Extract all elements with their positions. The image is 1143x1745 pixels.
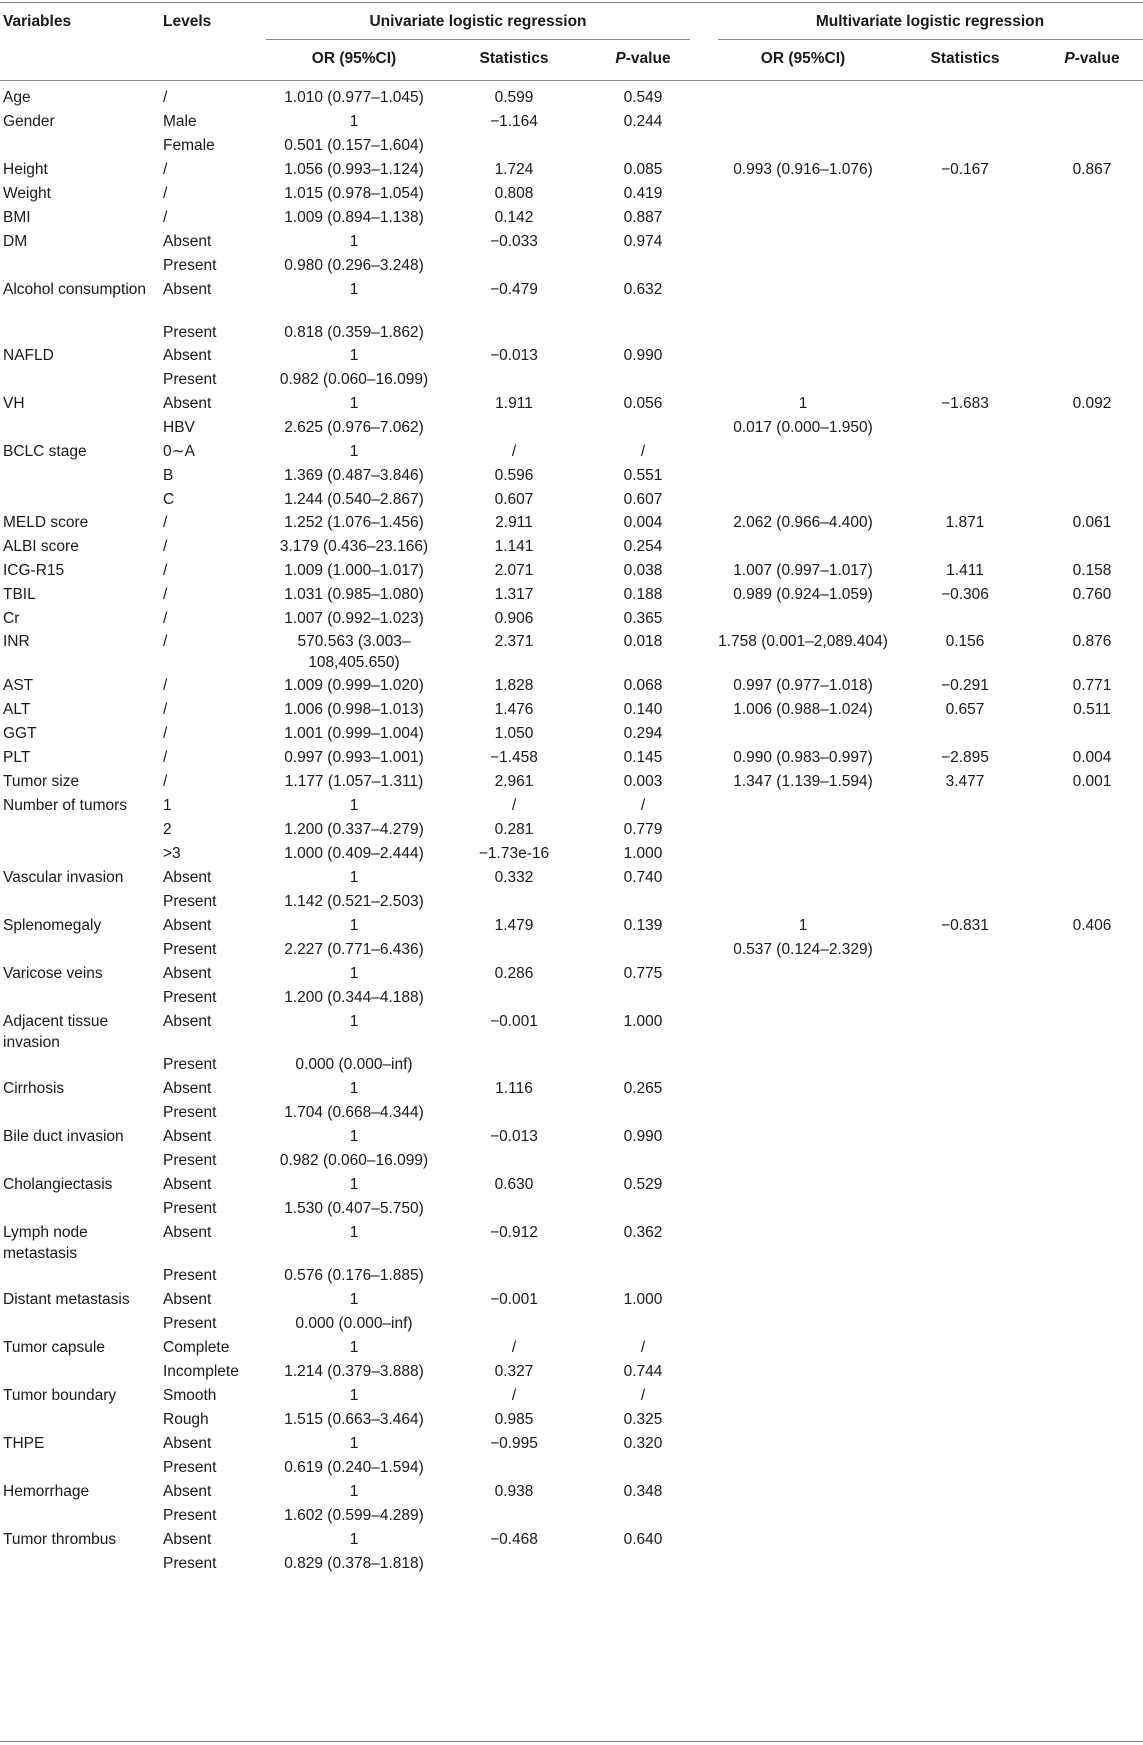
cell-var: Tumor boundary xyxy=(3,1387,117,1404)
cell-lvl: / xyxy=(163,161,168,178)
cell-ust: 2.911 xyxy=(495,514,533,531)
cell-uor: 1.200 (0.344–4.188) xyxy=(284,989,424,1006)
header-multi-or: OR (95%CI) xyxy=(760,50,846,67)
cell-ust: / xyxy=(511,443,517,460)
cell-var: Cholangiectasis xyxy=(3,1176,113,1193)
cell-lvl: / xyxy=(163,586,168,603)
cell-mor: 1.007 (0.997–1.017) xyxy=(733,562,873,579)
p-suffix: -value xyxy=(1074,50,1120,67)
cell-ust: 1.141 xyxy=(494,538,534,555)
cell-var: ICG-R15 xyxy=(3,562,65,579)
p-suffix: -value xyxy=(625,50,671,67)
cell-var: Lymph node metastasis xyxy=(3,1224,88,1262)
cell-mor: 0.990 (0.983–0.997) xyxy=(733,749,873,766)
cell-ust: 0.599 xyxy=(494,89,534,106)
cell-lvl: Present xyxy=(163,1315,217,1332)
cell-ust: −1.458 xyxy=(490,749,538,766)
cell-up: / xyxy=(640,443,646,460)
cell-up: 0.265 xyxy=(623,1080,663,1097)
cell-lvl: / xyxy=(163,185,168,202)
cell-up: 1.000 xyxy=(623,1013,663,1030)
cell-up: 0.294 xyxy=(623,725,663,742)
cell-mst: 1.411 xyxy=(946,562,984,579)
cell-uor: 1 xyxy=(349,1339,359,1356)
cell-lvl: / xyxy=(163,701,168,718)
cell-lvl: Absent xyxy=(163,965,212,982)
cell-up: 0.348 xyxy=(623,1483,663,1500)
cell-ust: 0.985 xyxy=(494,1411,534,1428)
cell-ust: 2.071 xyxy=(494,562,534,579)
cell-lvl: Present xyxy=(163,1200,217,1217)
cell-ust: −0.033 xyxy=(490,233,538,250)
cell-up: 0.419 xyxy=(623,185,663,202)
cell-ust: 1.724 xyxy=(494,161,534,178)
cell-var: MELD score xyxy=(3,514,89,531)
cell-ust: −0.013 xyxy=(490,1128,538,1145)
cell-lvl: / xyxy=(163,538,168,555)
cell-mor: 2.062 (0.966–4.400) xyxy=(733,514,873,531)
cell-uor: 0.576 (0.176–1.885) xyxy=(284,1267,424,1284)
cell-lvl: Female xyxy=(163,137,215,154)
cell-uor: 1.009 (0.894–1.138) xyxy=(284,209,424,226)
cell-uor: 0.982 (0.060–16.099) xyxy=(279,1152,429,1169)
cell-var: BMI xyxy=(3,209,31,226)
cell-up: 0.990 xyxy=(623,347,663,364)
cell-mp: 0.876 xyxy=(1072,633,1112,650)
cell-mor: 0.993 (0.916–1.076) xyxy=(733,161,873,178)
cell-up: 0.038 xyxy=(623,562,663,579)
cell-mor: 0.989 (0.924–1.059) xyxy=(733,586,873,603)
cell-up: 0.549 xyxy=(623,89,663,106)
cell-lvl: Absent xyxy=(163,347,212,364)
cell-uor: 0.997 (0.993–1.001) xyxy=(284,749,424,766)
cell-mor: 1.347 (1.139–1.594) xyxy=(733,773,873,790)
cell-var: Tumor size xyxy=(3,773,80,790)
cell-up: 0.365 xyxy=(623,610,663,627)
cell-lvl: Absent xyxy=(163,869,212,886)
cell-uor: 0.829 (0.378–1.818) xyxy=(284,1555,424,1572)
cell-uor: 1 xyxy=(349,1224,359,1241)
cell-mst: −1.683 xyxy=(941,395,989,412)
cell-up: 0.320 xyxy=(623,1435,663,1452)
cell-lvl: Absent xyxy=(163,1224,212,1241)
cell-lvl: Absent xyxy=(163,917,212,934)
cell-lvl: / xyxy=(163,749,168,766)
cell-lvl: Absent xyxy=(163,1080,212,1097)
top-rule xyxy=(0,2,1143,3)
cell-uor: 1 xyxy=(349,797,359,814)
cell-lvl: / xyxy=(163,773,168,790)
cell-mst: −0.306 xyxy=(941,586,989,603)
cell-ust: 0.938 xyxy=(494,1483,534,1500)
cell-mp: 0.061 xyxy=(1072,514,1112,531)
cell-var: NAFLD xyxy=(3,347,54,364)
cell-ust: 0.607 xyxy=(494,491,534,508)
cell-ust: 1.479 xyxy=(494,917,534,934)
cell-uor: 0.818 (0.359–1.862) xyxy=(284,324,424,341)
cell-uor: 1 xyxy=(349,869,359,886)
cell-up: 0.145 xyxy=(623,749,663,766)
cell-lvl: Absent xyxy=(163,233,212,250)
header-univariate: Univariate logistic regression xyxy=(369,13,587,30)
cell-lvl: Male xyxy=(163,113,197,130)
cell-lvl: Present xyxy=(163,989,217,1006)
cell-uor: 1 xyxy=(349,917,359,934)
cell-up: 1.000 xyxy=(623,1291,663,1308)
cell-lvl: >3 xyxy=(163,845,181,862)
cell-ust: 2.371 xyxy=(494,633,534,650)
cell-mst: 0.156 xyxy=(945,633,985,650)
cell-up: 0.140 xyxy=(623,701,663,718)
cell-mp: 0.771 xyxy=(1072,677,1112,694)
cell-var: Height xyxy=(3,161,48,178)
cell-var: THPE xyxy=(3,1435,45,1452)
cell-lvl: Present xyxy=(163,941,217,958)
cell-lvl: Present xyxy=(163,1104,217,1121)
p-italic: P xyxy=(1064,50,1075,67)
cell-mor: 1.006 (0.988–1.024) xyxy=(733,701,873,718)
cell-uor: 1.031 (0.985–1.080) xyxy=(284,586,424,603)
header-variables: Variables xyxy=(3,13,72,30)
cell-lvl: Absent xyxy=(163,1531,212,1548)
header-multi-pvalue xyxy=(1042,50,1142,68)
cell-uor: 1 xyxy=(349,1435,359,1452)
cell-ust: 0.906 xyxy=(494,610,534,627)
cell-up: 1.000 xyxy=(623,845,663,862)
cell-mp: 0.092 xyxy=(1072,395,1112,412)
cell-var: TBIL xyxy=(3,586,36,603)
cell-ust: 1.116 xyxy=(495,1080,533,1097)
header-uni-statistics: Statistics xyxy=(479,50,549,67)
cell-lvl: / xyxy=(163,677,168,694)
cell-up: 0.974 xyxy=(623,233,663,250)
cell-ust: 2.961 xyxy=(494,773,534,790)
cell-up: 0.529 xyxy=(623,1176,663,1193)
cell-uor: 1.142 (0.521–2.503) xyxy=(284,893,424,910)
cell-lvl: Incomplete xyxy=(163,1363,239,1380)
cell-var: Adjacent tissue invasion xyxy=(3,1013,109,1051)
cell-uor: 1 xyxy=(349,233,359,250)
cell-up: 0.887 xyxy=(623,209,663,226)
cell-uor: 2.625 (0.976–7.062) xyxy=(284,419,424,436)
cell-mp: 0.760 xyxy=(1072,586,1112,603)
cell-uor: 1.009 (0.999–1.020) xyxy=(284,677,424,694)
cell-up: / xyxy=(640,1387,646,1404)
cell-uor: 0.980 (0.296–3.248) xyxy=(284,257,424,274)
cell-var: ALT xyxy=(3,701,31,718)
cell-var: ALBI score xyxy=(3,538,79,555)
cell-up: 0.325 xyxy=(623,1411,663,1428)
cell-var: Alcohol consumption xyxy=(3,281,147,298)
cell-var: DM xyxy=(3,233,28,250)
cell-mp: 0.001 xyxy=(1072,773,1112,790)
cell-up: 0.254 xyxy=(623,538,663,555)
cell-up: 0.139 xyxy=(623,917,663,934)
cell-var: GGT xyxy=(3,725,37,742)
cell-ust: 0.332 xyxy=(494,869,534,886)
cell-var: Gender xyxy=(3,113,55,130)
cell-lvl: B xyxy=(163,467,174,484)
cell-lvl: Absent xyxy=(163,281,212,298)
univariate-underline xyxy=(266,39,690,40)
cell-uor: 1 xyxy=(349,395,359,412)
header-uni-or: OR (95%CI) xyxy=(311,50,397,67)
cell-lvl: / xyxy=(163,562,168,579)
cell-uor: 1 xyxy=(349,1176,359,1193)
cell-ust: −1.73e-16 xyxy=(478,845,550,862)
cell-mst: 1.871 xyxy=(945,514,985,531)
cell-mor: 0.017 (0.000–1.950) xyxy=(733,419,873,436)
cell-var: Distant metastasis xyxy=(3,1291,130,1308)
cell-lvl: Present xyxy=(163,1459,217,1476)
cell-lvl: Absent xyxy=(163,1291,212,1308)
cell-uor: 1.056 (0.993–1.124) xyxy=(284,161,424,178)
cell-lvl: Rough xyxy=(163,1411,209,1428)
header-multi-statistics: Statistics xyxy=(930,50,1000,67)
cell-mp: 0.004 xyxy=(1072,749,1112,766)
cell-ust: −0.468 xyxy=(490,1531,538,1548)
cell-ust: −1.164 xyxy=(490,113,538,130)
cell-var: AST xyxy=(3,677,34,694)
cell-ust: −0.013 xyxy=(490,347,538,364)
cell-lvl: Present xyxy=(163,1152,217,1169)
cell-ust: −0.479 xyxy=(490,281,538,298)
cell-up: 0.632 xyxy=(623,281,663,298)
cell-ust: −0.995 xyxy=(490,1435,538,1452)
cell-uor: 1 xyxy=(349,1128,359,1145)
cell-lvl: / xyxy=(163,89,168,106)
cell-lvl: Present xyxy=(163,257,217,274)
cell-lvl: Absent xyxy=(163,1128,212,1145)
cell-lvl: Complete xyxy=(163,1339,230,1356)
cell-uor: 1.369 (0.487–3.846) xyxy=(284,467,424,484)
cell-uor: 1.015 (0.978–1.054) xyxy=(284,185,424,202)
cell-lvl: C xyxy=(163,491,175,508)
cell-mor: 1 xyxy=(798,395,808,412)
cell-lvl: Absent xyxy=(163,1013,212,1030)
cell-lvl: / xyxy=(163,610,168,627)
cell-var: VH xyxy=(3,395,25,412)
cell-mor: 0.537 (0.124–2.329) xyxy=(733,941,873,958)
cell-up: 0.056 xyxy=(623,395,663,412)
cell-uor: 1 xyxy=(349,281,359,298)
cell-uor: 1.530 (0.407–5.750) xyxy=(284,1200,424,1217)
cell-mst: −0.167 xyxy=(941,161,989,178)
cell-uor: 1 xyxy=(349,113,359,130)
cell-ust: 0.286 xyxy=(494,965,534,982)
cell-up: 0.990 xyxy=(623,1128,663,1145)
cell-uor: 1.000 (0.409–2.444) xyxy=(284,845,424,862)
cell-mst: −0.831 xyxy=(941,917,989,934)
cell-uor: 2.227 (0.771–6.436) xyxy=(284,941,424,958)
cell-lvl: Present xyxy=(163,1267,217,1284)
cell-mp: 0.511 xyxy=(1073,701,1111,718)
cell-ust: −0.912 xyxy=(490,1224,538,1241)
cell-uor: 1 xyxy=(349,1013,359,1030)
cell-uor: 1.007 (0.992–1.023) xyxy=(284,610,424,627)
cell-lvl: / xyxy=(163,514,168,531)
cell-ust: / xyxy=(511,1387,517,1404)
cell-uor: 1.001 (0.999–1.004) xyxy=(284,725,424,742)
cell-lvl: / xyxy=(163,725,168,742)
cell-uor: 0.000 (0.000–inf) xyxy=(295,1056,413,1073)
cell-uor: 1 xyxy=(349,347,359,364)
cell-var: Bile duct invasion xyxy=(3,1128,124,1145)
cell-uor: 1.009 (1.000–1.017) xyxy=(284,562,424,579)
cell-uor: 570.563 (3.003–108,405.650) xyxy=(297,633,411,671)
cell-uor: 1.602 (0.599–4.289) xyxy=(284,1507,424,1524)
cell-ust: −0.001 xyxy=(490,1291,538,1308)
cell-lvl: Present xyxy=(163,1056,217,1073)
cell-lvl: 0∼A xyxy=(163,443,195,460)
cell-lvl: Absent xyxy=(163,1176,212,1193)
cell-uor: 0.501 (0.157–1.604) xyxy=(284,137,424,154)
cell-mst: 0.657 xyxy=(945,701,985,718)
cell-ust: 1.911 xyxy=(495,395,533,412)
cell-ust: 0.327 xyxy=(494,1363,534,1380)
bottom-rule xyxy=(0,1741,1143,1742)
multivariate-underline xyxy=(718,39,1143,40)
cell-uor: 1.515 (0.663–3.464) xyxy=(284,1411,424,1428)
cell-mp: 0.158 xyxy=(1072,562,1112,579)
cell-mor: 1.758 (0.001–2,089.404) xyxy=(718,633,888,650)
cell-uor: 0.000 (0.000–inf) xyxy=(295,1315,413,1332)
cell-up: 0.003 xyxy=(623,773,663,790)
cell-up: 0.085 xyxy=(623,161,663,178)
cell-ust: 0.281 xyxy=(494,821,534,838)
cell-up: 0.004 xyxy=(623,514,663,531)
cell-lvl: Present xyxy=(163,1555,217,1572)
cell-lvl: Present xyxy=(163,1507,217,1524)
p-italic: P xyxy=(615,50,626,67)
cell-uor: 1 xyxy=(349,1291,359,1308)
cell-up: 0.640 xyxy=(623,1531,663,1548)
cell-mp: 0.867 xyxy=(1072,161,1112,178)
cell-lvl: Present xyxy=(163,371,217,388)
cell-up: 0.068 xyxy=(623,677,663,694)
cell-var: Tumor thrombus xyxy=(3,1531,117,1548)
cell-uor: 1.200 (0.337–4.279) xyxy=(284,821,424,838)
cell-lvl: Absent xyxy=(163,1435,212,1452)
cell-ust: 0.142 xyxy=(494,209,534,226)
cell-var: Number of tumors xyxy=(3,797,128,814)
cell-var: Cr xyxy=(3,610,20,627)
cell-lvl: Smooth xyxy=(163,1387,217,1404)
cell-mp: 0.406 xyxy=(1072,917,1112,934)
cell-uor: 0.619 (0.240–1.594) xyxy=(284,1459,424,1476)
header-rule xyxy=(0,80,1143,81)
cell-var: Varicose veins xyxy=(3,965,103,982)
cell-uor: 1 xyxy=(349,965,359,982)
cell-uor: 1.704 (0.668–4.344) xyxy=(284,1104,424,1121)
cell-var: INR xyxy=(3,633,30,650)
cell-up: 0.551 xyxy=(623,467,663,484)
cell-lvl: 1 xyxy=(163,797,172,814)
cell-uor: 1 xyxy=(349,1387,359,1404)
header-uni-pvalue xyxy=(591,50,695,68)
cell-var: Vascular invasion xyxy=(3,869,124,886)
cell-ust: 0.808 xyxy=(494,185,534,202)
cell-lvl: Absent xyxy=(163,395,212,412)
cell-ust: 1.476 xyxy=(494,701,534,718)
cell-up: 0.740 xyxy=(623,869,663,886)
header-multivariate: Multivariate logistic regression xyxy=(815,13,1045,30)
cell-ust: 1.050 xyxy=(494,725,534,742)
cell-lvl: / xyxy=(163,633,168,650)
cell-ust: 1.828 xyxy=(494,677,534,694)
cell-mor: 1 xyxy=(798,917,808,934)
cell-uor: 1 xyxy=(349,1483,359,1500)
cell-ust: / xyxy=(511,797,517,814)
cell-lvl: Absent xyxy=(163,1483,212,1500)
cell-uor: 1 xyxy=(349,1531,359,1548)
cell-up: 0.775 xyxy=(623,965,663,982)
cell-uor: 1 xyxy=(349,1080,359,1097)
cell-uor: 1.244 (0.540–2.867) xyxy=(284,491,424,508)
cell-uor: 1 xyxy=(349,443,359,460)
cell-uor: 0.982 (0.060–16.099) xyxy=(279,371,429,388)
cell-uor: 1.177 (1.057–1.311) xyxy=(284,773,424,790)
cell-uor: 1.214 (0.379–3.888) xyxy=(284,1363,424,1380)
cell-up: 0.607 xyxy=(623,491,663,508)
cell-up: 0.362 xyxy=(623,1224,663,1241)
cell-lvl: HBV xyxy=(163,419,195,436)
cell-lvl: 2 xyxy=(163,821,172,838)
cell-var: Age xyxy=(3,89,31,106)
cell-up: 0.744 xyxy=(623,1363,663,1380)
cell-var: Hemorrhage xyxy=(3,1483,90,1500)
header-levels: Levels xyxy=(163,13,212,30)
cell-up: 0.779 xyxy=(623,821,663,838)
cell-mst: −0.291 xyxy=(941,677,989,694)
cell-ust: −0.001 xyxy=(490,1013,538,1030)
cell-uor: 1.252 (1.076–1.456) xyxy=(284,514,424,531)
cell-lvl: / xyxy=(163,209,168,226)
cell-ust: / xyxy=(511,1339,517,1356)
cell-ust: 0.596 xyxy=(494,467,534,484)
cell-up: / xyxy=(640,1339,646,1356)
cell-var: PLT xyxy=(3,749,31,766)
cell-up: 0.018 xyxy=(623,633,663,650)
cell-up: 0.188 xyxy=(623,586,663,603)
cell-var: Weight xyxy=(3,185,51,202)
cell-mor: 0.997 (0.977–1.018) xyxy=(733,677,873,694)
cell-uor: 1.006 (0.998–1.013) xyxy=(284,701,424,718)
cell-lvl: Present xyxy=(163,893,217,910)
cell-mst: −2.895 xyxy=(941,749,989,766)
cell-uor: 3.179 (0.436–23.166) xyxy=(279,538,429,555)
cell-var: Cirrhosis xyxy=(3,1080,65,1097)
cell-ust: 0.630 xyxy=(494,1176,534,1193)
cell-ust: 1.317 xyxy=(494,586,534,603)
cell-uor: 1.010 (0.977–1.045) xyxy=(284,89,424,106)
cell-var: Splenomegaly xyxy=(3,917,102,934)
cell-var: Tumor capsule xyxy=(3,1339,105,1356)
cell-var: BCLC stage xyxy=(3,443,87,460)
cell-up: / xyxy=(640,797,646,814)
cell-lvl: Present xyxy=(163,324,217,341)
cell-mst: 3.477 xyxy=(945,773,985,790)
cell-up: 0.244 xyxy=(623,113,663,130)
